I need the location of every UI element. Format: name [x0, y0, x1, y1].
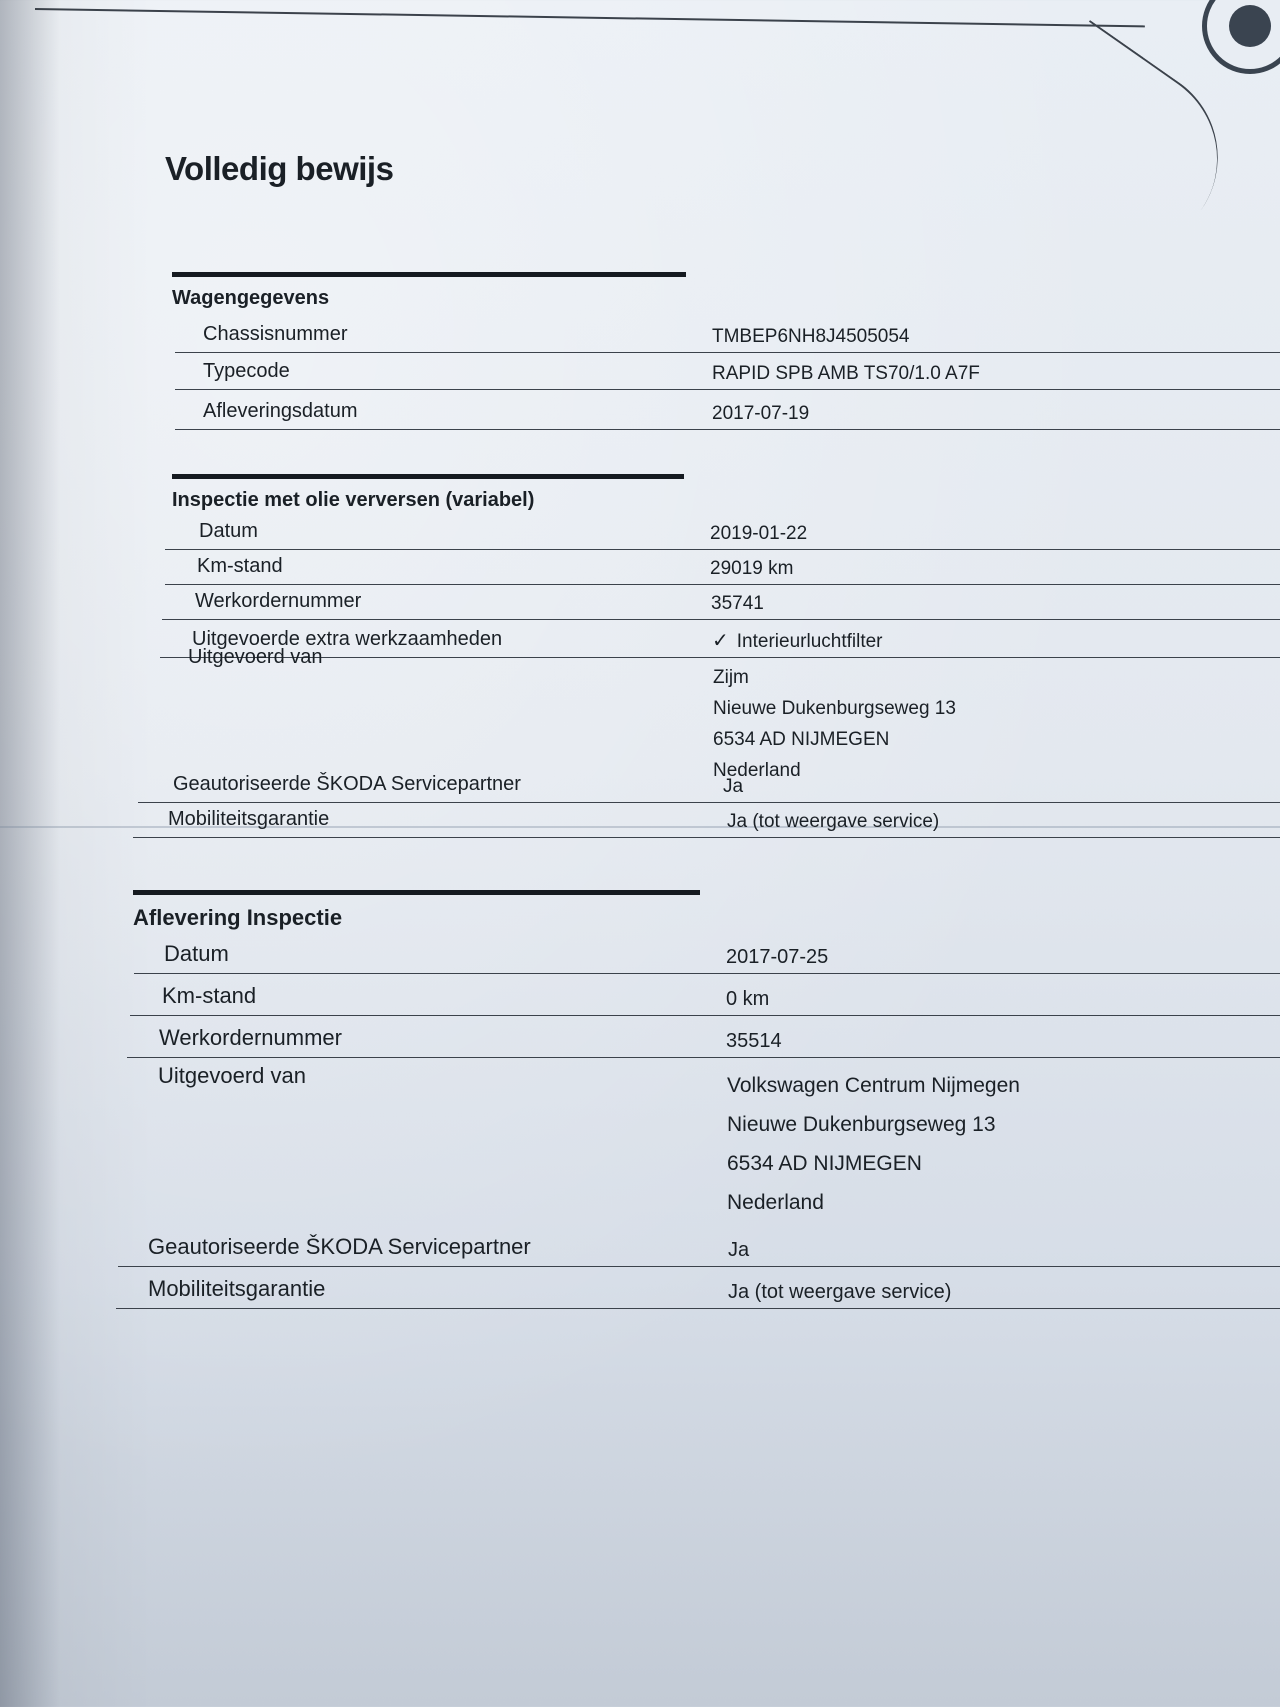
- table-row: [138, 770, 1280, 803]
- address-line: Nieuwe Dukenburgseweg 13: [727, 1113, 996, 1136]
- section-heading: Aflevering Inspectie: [133, 890, 700, 930]
- page-shadow: [0, 0, 60, 1707]
- address-block: [713, 662, 956, 786]
- row-value: [712, 628, 883, 653]
- row-label: Datum: [164, 941, 229, 966]
- row-value: 35514: [726, 1030, 782, 1052]
- row-value: Ja: [728, 1239, 750, 1261]
- uitgevoerd-van-label: Uitgevoerd van: [188, 646, 323, 668]
- row-label: Datum: [199, 520, 258, 542]
- row-label: Km-stand: [162, 983, 257, 1008]
- row-value: 35741: [711, 593, 764, 614]
- row-value: 2017-07-25: [726, 946, 829, 968]
- table-row: [118, 1222, 1280, 1267]
- address-line: Nederland: [727, 1191, 824, 1214]
- address-line: 6534 AD NIJMEGEN: [713, 729, 890, 750]
- skoda-logo-icon: [1202, 0, 1280, 74]
- header-rule: [35, 8, 1145, 27]
- table-row: [175, 312, 1280, 353]
- address-line: Volkswagen Centrum Nijmegen: [727, 1074, 1020, 1097]
- page-title: Volledig bewijs: [165, 150, 394, 187]
- row-label: Geautoriseerde ŠKODA Servicepartner: [148, 1234, 531, 1259]
- row-label: Werkordernummer: [195, 590, 362, 612]
- address-line: Nieuwe Dukenburgseweg 13: [713, 698, 956, 719]
- row-label: Mobiliteitsgarantie: [148, 1276, 326, 1301]
- row-label: Afleveringsdatum: [203, 400, 358, 422]
- address-line: 6534 AD NIJMEGEN: [727, 1152, 922, 1175]
- table-row: [162, 585, 1280, 620]
- row-value: TMBEP6NH8J4505054: [712, 326, 910, 347]
- table-row: [127, 1016, 1280, 1058]
- row-value: Ja (tot weergave service): [727, 811, 940, 832]
- table-row: [133, 803, 1280, 838]
- row-value: Ja (tot weergave service): [728, 1281, 952, 1303]
- row-label: Werkordernummer: [159, 1025, 342, 1050]
- row-label: Mobiliteitsgarantie: [168, 808, 330, 830]
- row-value: 29019 km: [710, 558, 794, 579]
- extra-value: Interieurluchtfilter: [736, 631, 883, 652]
- table-row: [116, 1267, 1280, 1309]
- table-row: [134, 930, 1280, 974]
- row-label: Km-stand: [197, 555, 283, 577]
- row-label: Chassisnummer: [203, 323, 348, 345]
- section-heading: Wagengegevens: [172, 272, 686, 312]
- address-line: Nederland: [713, 760, 801, 781]
- row-value: 2019-01-22: [710, 523, 808, 544]
- row-value: 2017-07-19: [712, 403, 810, 424]
- row-label: Uitgevoerde extra werkzaamheden: [192, 628, 503, 650]
- table-row: [165, 514, 1280, 550]
- row-label: Geautoriseerde ŠKODA Servicepartner: [173, 773, 521, 795]
- table-row: [165, 550, 1280, 585]
- row-value: Ja: [723, 776, 744, 797]
- table-row: [175, 390, 1280, 430]
- table-row: [160, 620, 1280, 658]
- uitgevoerd-van-label: Uitgevoerd van: [158, 1063, 306, 1088]
- address-line: Zijm: [713, 667, 749, 688]
- row-label: Typecode: [203, 360, 290, 382]
- row-value: 0 km: [726, 988, 770, 1010]
- row-value: RAPID SPB AMB TS70/1.0 A7F: [712, 363, 980, 384]
- table-row: [175, 353, 1280, 390]
- check-mark-icon: ✓: [712, 630, 729, 652]
- table-row: [130, 974, 1280, 1016]
- section-heading: Inspectie met olie verversen (variabel): [172, 474, 684, 514]
- address-block: [727, 1066, 1020, 1222]
